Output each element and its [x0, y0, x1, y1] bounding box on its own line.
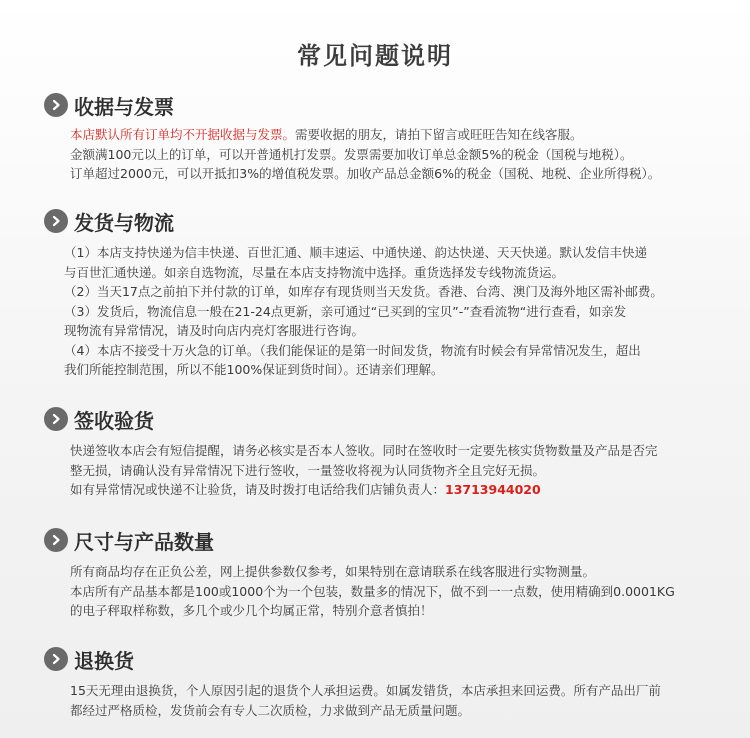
section-body — [64, 243, 724, 380]
body-line: 快递签收本店会有短信提醒，请务必核实是否本人签收。同时在签收时一定要先核实货物数量及产品是否完 — [70, 443, 658, 458]
body-line: 订单超过2000元，可以开抵扣3%的增值税发票。加收产品总金额6%的税金（国税、地税、企业所得税）。 — [70, 166, 661, 181]
chevron-right-icon — [44, 647, 68, 671]
chevron-right-icon — [44, 528, 68, 552]
body-line: 如有异常情况或快递不让验货，请及时拨打电话给我们店铺负责人：13713944020 — [70, 482, 541, 497]
body-line: 的电子秤取样称数，多几个或少几个均属正常，特别介意者慎拍！ — [70, 603, 433, 618]
body-line: 本店所有产品基本都是100或1000个为一个包装，数量多的情况下，做不到一一点数，使用精确到0.0001KG — [70, 583, 675, 599]
body-line: （2）当天17点之前拍下并付款的订单，如库存有现货则当天发货。香港、台湾、澳门及海外地区需补邮费。 — [64, 284, 663, 299]
body-line: 本店默认所有订单均不开据收据与发票。需要收据的朋友，请拍下留言或旺旺告知在线客服。 — [70, 127, 583, 142]
body-line: （4）本店不接受十万火急的订单。（我们能保证的是第一时间发货，物流有时候会有异常情况发生，超出 — [64, 342, 641, 358]
phone-number: 13713944020 — [445, 482, 541, 497]
section-header — [44, 526, 724, 554]
section-header — [44, 645, 724, 673]
section-title: 签收验货 — [74, 408, 154, 433]
body-line: （3）发货后，物流信息一般在21-24点更新，亲可通过“已买到的宝贝”-”查看流物“进行查看，如亲发 — [64, 303, 627, 319]
chevron-right-icon — [44, 93, 68, 117]
chevron-right-icon — [44, 209, 68, 233]
section-returns — [44, 645, 724, 720]
section-title: 退换货 — [74, 648, 134, 673]
section-title: 收据与发票 — [74, 94, 174, 119]
body-line: 整无损，请确认没有异常情况下进行签收，一量签收将视为认同货物齐全且完好无损。 — [70, 462, 546, 478]
section-header — [44, 405, 724, 433]
body-line: （1）本店支持快递为信丰快递、百世汇通、顺丰速运、中通快递、韵达快递、天天快递。默认发信丰快递 — [64, 245, 647, 260]
body-line: 我们所能控制范围，所以不能100%保证到货时间）。还请亲们理解。 — [64, 362, 444, 377]
section-header — [44, 91, 724, 119]
body-line: 金额满100元以上的订单，可以开普通机打发票。发票需要加收订单总金额5%的税金（国税与地税）。 — [70, 146, 633, 162]
highlight-text: 本店默认所有订单均不开据收据与发票。 — [70, 127, 296, 142]
chevron-right-icon — [44, 407, 68, 431]
section-size-quantity — [44, 526, 724, 621]
body-line: 15天无理由退换货，个人原因引起的退货个人承担运费。如属发错货，本店承担来回运费。所有产品出厂前 — [70, 683, 661, 698]
body-line: 与百世汇通快递。如亲自选物流，尽量在本店支持物流中选择。重货选择发专线物流货运。 — [64, 264, 565, 280]
body-line: 所有商品均存在正负公差，网上提供参数仅参考，如果特别在意请联系在线客服进行实物测量。 — [70, 564, 596, 579]
section-shipping-logistics — [44, 207, 724, 380]
section-title: 发货与物流 — [74, 210, 174, 235]
section-body — [70, 125, 724, 184]
section-body — [70, 562, 724, 621]
page-title: 常见问题说明 — [297, 42, 453, 70]
section-receipt-invoice — [44, 91, 724, 184]
section-body — [70, 441, 724, 500]
section-sign-inspect — [44, 405, 724, 500]
section-title: 尺寸与产品数量 — [74, 529, 214, 554]
section-header — [44, 207, 724, 235]
section-body — [70, 681, 724, 720]
body-line: 现物流有异常情况，请及时向店内亮灯客服进行咨询。 — [64, 323, 365, 338]
body-line: 都经过严格质检，发货前会有专人二次质检，力求做到产品无质量问题。 — [70, 702, 471, 718]
